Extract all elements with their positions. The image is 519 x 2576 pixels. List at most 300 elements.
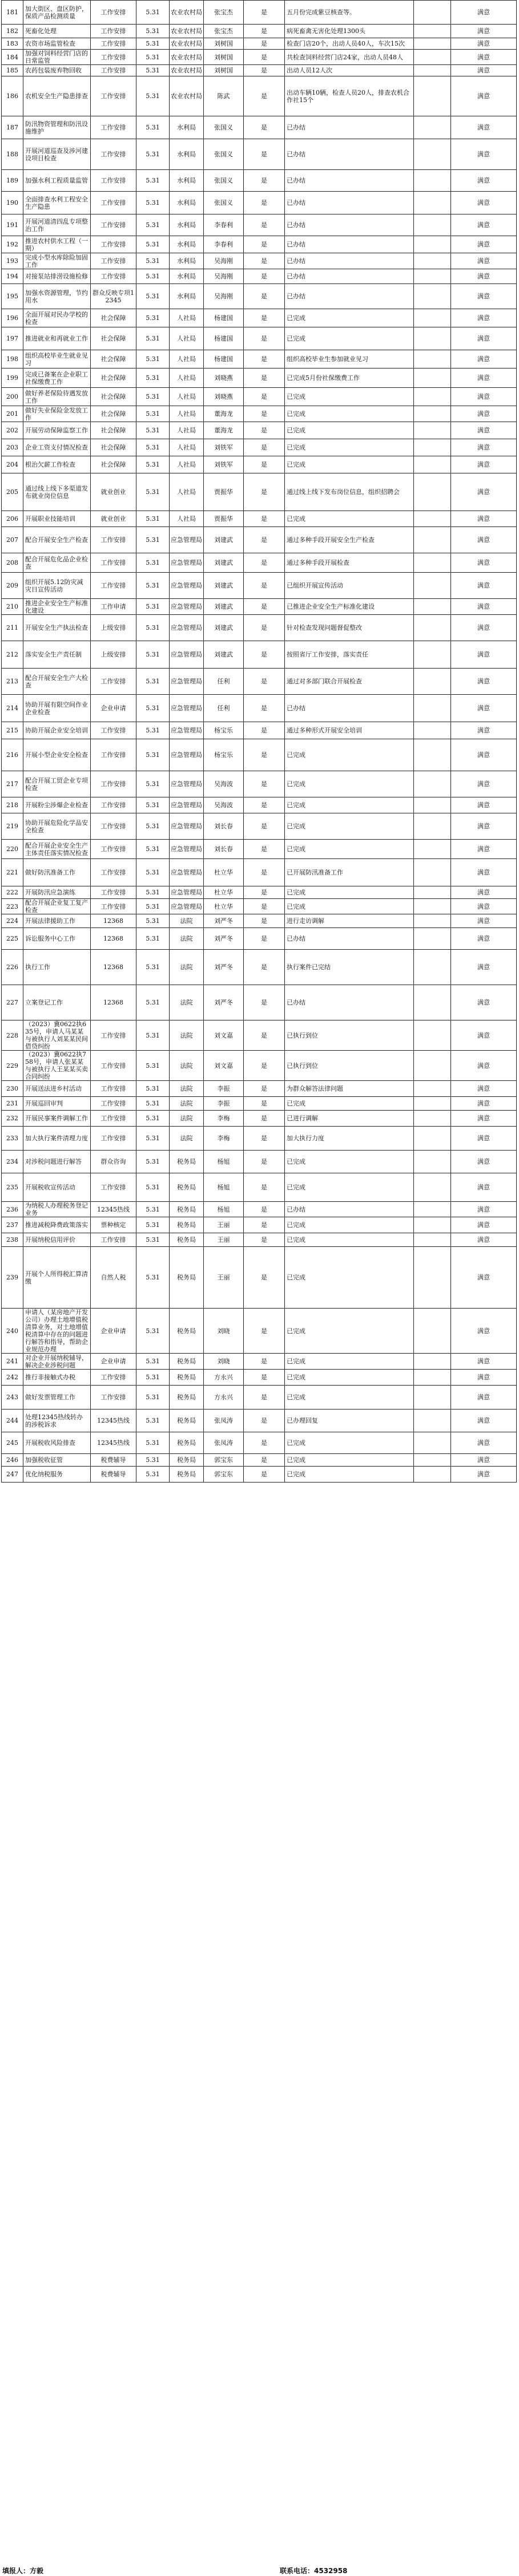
row-item: 开展劳动保障监察工作 — [23, 422, 91, 439]
row-result: 满意 — [451, 236, 517, 253]
row-item: 配合开展企业安全生产主体责任落实情况检查 — [23, 840, 91, 859]
row-person: 刘建武 — [204, 641, 244, 669]
table-row — [2, 284, 517, 309]
row-progress: 已完成 — [285, 886, 414, 899]
row-number: 232 — [2, 1111, 23, 1127]
row-category: 社会保障 — [91, 388, 136, 406]
row-item: 推进减税降费政策落实 — [23, 1217, 91, 1233]
row-blank — [414, 236, 451, 253]
row-result: 满意 — [451, 309, 517, 327]
row-dept: 人社局 — [170, 456, 204, 473]
row-blank — [414, 214, 451, 236]
row-item: 加大街区、盘区防护，保质产品检测质量 — [23, 1, 91, 25]
row-blank — [414, 350, 451, 368]
row-progress: 已完成 — [285, 1309, 414, 1354]
row-item: 根治欠薪工作检查 — [23, 456, 91, 473]
row-blank — [414, 327, 451, 350]
row-result: 满意 — [451, 214, 517, 236]
row-date: 5.31 — [136, 899, 170, 914]
row-person: 刘建武 — [204, 615, 244, 641]
row-flag: 是 — [244, 859, 285, 886]
row-person: 贾振华 — [204, 473, 244, 511]
table-body — [2, 1, 517, 1483]
table-row — [2, 553, 517, 573]
row-result: 满意 — [451, 65, 517, 76]
row-progress: 已完成 — [285, 309, 414, 327]
row-date: 5.31 — [136, 170, 170, 192]
row-dept: 税务局 — [170, 1151, 204, 1173]
row-number: 227 — [2, 985, 23, 1020]
row-category: 工作安排 — [91, 253, 136, 269]
row-number: 197 — [2, 327, 23, 350]
row-category: 12368 — [91, 914, 136, 928]
row-number: 219 — [2, 813, 23, 840]
row-category: 群众咨询 — [91, 1151, 136, 1173]
row-item: 加大执行案件清理力度 — [23, 1127, 91, 1151]
table-row — [2, 1081, 517, 1097]
row-person: 郭宝东 — [204, 1467, 244, 1483]
row-result: 满意 — [451, 25, 517, 38]
table-row — [2, 236, 517, 253]
row-item: 推进企业安全生产标准化建设 — [23, 599, 91, 615]
row-result: 满意 — [451, 38, 517, 50]
row-item: 企业工资支付情况检查 — [23, 439, 91, 456]
row-date: 5.31 — [136, 928, 170, 950]
row-dept: 法院 — [170, 1051, 204, 1081]
row-date: 5.31 — [136, 439, 170, 456]
work-report-table — [1, 0, 517, 1483]
row-progress: 已完成 — [285, 388, 414, 406]
row-result: 满意 — [451, 695, 517, 722]
row-flag: 是 — [244, 456, 285, 473]
row-date: 5.31 — [136, 886, 170, 899]
table-row — [2, 1370, 517, 1386]
row-result: 满意 — [451, 527, 517, 553]
row-flag: 是 — [244, 813, 285, 840]
row-date: 5.31 — [136, 1409, 170, 1432]
table-row — [2, 1354, 517, 1370]
row-result: 满意 — [451, 50, 517, 65]
row-progress: 已完成 — [285, 456, 414, 473]
row-category: 工作安排 — [91, 1020, 136, 1051]
row-progress: 已办结 — [285, 985, 414, 1020]
row-dept: 人社局 — [170, 327, 204, 350]
row-dept: 法院 — [170, 1081, 204, 1097]
table-row — [2, 914, 517, 928]
row-person: 方永兴 — [204, 1370, 244, 1386]
row-item: 为纳税人办理税务登记业务 — [23, 1202, 91, 1217]
table-row — [2, 1151, 517, 1173]
row-dept: 水利局 — [170, 139, 204, 170]
table-row — [2, 599, 517, 615]
row-dept: 税务局 — [170, 1354, 204, 1370]
row-person: 刘严冬 — [204, 950, 244, 985]
row-blank — [414, 641, 451, 669]
table-row — [2, 269, 517, 284]
row-item: 做好养老保险待遇发放工作 — [23, 388, 91, 406]
row-category: 工作安排 — [91, 1233, 136, 1247]
row-blank — [414, 1111, 451, 1127]
row-date: 5.31 — [136, 641, 170, 669]
row-result: 满意 — [451, 573, 517, 599]
row-item: 加强水资源管理，节约用水 — [23, 284, 91, 309]
row-category: 工作安排 — [91, 38, 136, 50]
row-category: 工作安排 — [91, 797, 136, 813]
row-progress: 已进行调解 — [285, 1111, 414, 1127]
row-progress: 加大执行力度 — [285, 1127, 414, 1151]
row-item: 加强对饲料经营门店的日常监管 — [23, 50, 91, 65]
row-result: 满意 — [451, 1309, 517, 1354]
row-date: 5.31 — [136, 669, 170, 695]
row-dept: 水利局 — [170, 192, 204, 214]
row-flag: 是 — [244, 1097, 285, 1111]
row-result: 满意 — [451, 1432, 517, 1454]
row-person: 刘严冬 — [204, 914, 244, 928]
row-result: 满意 — [451, 1111, 517, 1127]
row-flag: 是 — [244, 214, 285, 236]
row-item: 通过线上线下多渠道发布就业岗位信息 — [23, 473, 91, 511]
row-blank — [414, 985, 451, 1020]
row-item: 开展送法进乡村活动 — [23, 1081, 91, 1097]
row-category: 社会保障 — [91, 439, 136, 456]
table-row — [2, 1202, 517, 1217]
row-item: 做好发票管理工作 — [23, 1386, 91, 1409]
row-flag: 是 — [244, 1111, 285, 1127]
row-result: 满意 — [451, 350, 517, 368]
row-number: 208 — [2, 553, 23, 573]
row-blank — [414, 1097, 451, 1111]
table-row — [2, 1051, 517, 1081]
row-item: 开展职业技能培训 — [23, 511, 91, 527]
row-blank — [414, 886, 451, 899]
row-progress: 针对检查发现问题督促整改 — [285, 615, 414, 641]
row-date: 5.31 — [136, 422, 170, 439]
row-dept: 农业农村局 — [170, 1, 204, 25]
row-progress: 已完成 — [285, 1354, 414, 1370]
row-result: 满意 — [451, 914, 517, 928]
table-row — [2, 38, 517, 50]
row-category: 社会保障 — [91, 406, 136, 422]
row-dept: 税务局 — [170, 1467, 204, 1483]
row-number: 198 — [2, 350, 23, 368]
row-item: 配合开展安全生产大检查 — [23, 669, 91, 695]
row-person: 杨建国 — [204, 350, 244, 368]
row-category: 工作安排 — [91, 1051, 136, 1081]
row-category: 工作安排 — [91, 840, 136, 859]
row-dept: 人社局 — [170, 350, 204, 368]
table-row — [2, 669, 517, 695]
row-blank — [414, 573, 451, 599]
row-blank — [414, 928, 451, 950]
row-flag: 是 — [244, 1051, 285, 1081]
table-row — [2, 50, 517, 65]
row-progress: 已开展防汛准备工作 — [285, 859, 414, 886]
row-category: 工作安排 — [91, 65, 136, 76]
row-result: 满意 — [451, 553, 517, 573]
row-person: 任利 — [204, 669, 244, 695]
row-category: 工作安排 — [91, 553, 136, 573]
row-blank — [414, 368, 451, 388]
row-progress: 已完成 — [285, 1370, 414, 1386]
row-progress: 已办结 — [285, 139, 414, 170]
row-date: 5.31 — [136, 1233, 170, 1247]
row-dept: 农业农村局 — [170, 25, 204, 38]
table-row — [2, 641, 517, 669]
row-blank — [414, 170, 451, 192]
row-person: 刘树国 — [204, 38, 244, 50]
row-date: 5.31 — [136, 388, 170, 406]
row-dept: 应急管理局 — [170, 615, 204, 641]
row-number: 235 — [2, 1173, 23, 1202]
row-blank — [414, 813, 451, 840]
row-category: 工作安排 — [91, 1097, 136, 1111]
row-progress: 按照省厅工作安排，落实责任 — [285, 641, 414, 669]
row-number: 205 — [2, 473, 23, 511]
row-result: 满意 — [451, 1151, 517, 1173]
row-category: 工作安排 — [91, 1386, 136, 1409]
row-number: 228 — [2, 1020, 23, 1051]
row-category: 企业申请 — [91, 695, 136, 722]
row-item: 配合开展安全生产检查 — [23, 527, 91, 553]
row-dept: 应急管理局 — [170, 886, 204, 899]
row-number: 187 — [2, 116, 23, 139]
row-number: 231 — [2, 1097, 23, 1111]
row-result: 满意 — [451, 116, 517, 139]
row-dept: 应急管理局 — [170, 695, 204, 722]
row-dept: 税务局 — [170, 1409, 204, 1432]
row-category: 上级安排 — [91, 615, 136, 641]
row-flag: 是 — [244, 269, 285, 284]
row-item: 推行非接触式办税 — [23, 1370, 91, 1386]
table-row — [2, 527, 517, 553]
row-item: 开展法律援助工作 — [23, 914, 91, 928]
row-item: （2023）冀0622执758号，申请人张某某与被执行人王某某买卖合同纠纷 — [23, 1051, 91, 1081]
row-flag: 是 — [244, 350, 285, 368]
row-flag: 是 — [244, 985, 285, 1020]
row-blank — [414, 1081, 451, 1097]
row-progress: 已办结 — [285, 170, 414, 192]
row-result: 满意 — [451, 739, 517, 771]
row-date: 5.31 — [136, 350, 170, 368]
row-person: 董海龙 — [204, 406, 244, 422]
row-flag: 是 — [244, 573, 285, 599]
row-person: 刘树国 — [204, 50, 244, 65]
row-date: 5.31 — [136, 1217, 170, 1233]
row-person: 吴海波 — [204, 797, 244, 813]
row-progress: 已完成 — [285, 1467, 414, 1483]
row-blank — [414, 116, 451, 139]
row-category: 社会保障 — [91, 368, 136, 388]
row-date: 5.31 — [136, 116, 170, 139]
row-item: 开展民事案件调解工作 — [23, 1111, 91, 1127]
row-person: 张国义 — [204, 139, 244, 170]
row-flag: 是 — [244, 65, 285, 76]
row-flag: 是 — [244, 722, 285, 739]
row-progress: 进行走访调解 — [285, 914, 414, 928]
row-number: 194 — [2, 269, 23, 284]
row-blank — [414, 1127, 451, 1151]
row-item: 执行工作 — [23, 950, 91, 985]
row-number: 216 — [2, 739, 23, 771]
row-progress: 已办结 — [285, 116, 414, 139]
row-blank — [414, 1386, 451, 1409]
row-date: 5.31 — [136, 1309, 170, 1354]
row-item: 组织高校毕业生就业见习 — [23, 350, 91, 368]
table-row — [2, 928, 517, 950]
row-item: 立案登记工作 — [23, 985, 91, 1020]
row-dept: 水利局 — [170, 214, 204, 236]
row-number: 201 — [2, 406, 23, 422]
row-person: 刘晓 — [204, 1309, 244, 1354]
row-person: 杨建国 — [204, 327, 244, 350]
row-number: 212 — [2, 641, 23, 669]
row-flag: 是 — [244, 1020, 285, 1051]
row-progress: 已推进企业安全生产标准化建设 — [285, 599, 414, 615]
row-result: 满意 — [451, 76, 517, 116]
row-number: 238 — [2, 1233, 23, 1247]
row-dept: 税务局 — [170, 1202, 204, 1217]
row-date: 5.31 — [136, 38, 170, 50]
row-date: 5.31 — [136, 859, 170, 886]
row-number: 237 — [2, 1217, 23, 1233]
row-progress: 出动车辆10辆，检查人员20人，排查农机合作社15个 — [285, 76, 414, 116]
row-date: 5.31 — [136, 1020, 170, 1051]
row-result: 满意 — [451, 422, 517, 439]
row-number: 207 — [2, 527, 23, 553]
row-blank — [414, 1051, 451, 1081]
row-blank — [414, 422, 451, 439]
table-row — [2, 813, 517, 840]
row-progress: 已办结 — [285, 192, 414, 214]
row-date: 5.31 — [136, 1370, 170, 1386]
row-number: 188 — [2, 139, 23, 170]
row-result: 满意 — [451, 1454, 517, 1467]
row-person: 刘铁军 — [204, 439, 244, 456]
row-category: 工作安排 — [91, 669, 136, 695]
table-row — [2, 76, 517, 116]
row-date: 5.31 — [136, 368, 170, 388]
row-person: 吴海刚 — [204, 253, 244, 269]
row-blank — [414, 1409, 451, 1432]
row-category: 12368 — [91, 950, 136, 985]
row-result: 满意 — [451, 1247, 517, 1309]
row-number: 192 — [2, 236, 23, 253]
row-flag: 是 — [244, 25, 285, 38]
row-blank — [414, 527, 451, 553]
row-result: 满意 — [451, 192, 517, 214]
row-dept: 法院 — [170, 985, 204, 1020]
row-progress: 共检查饲料经营门店24家，出动人员48人 — [285, 50, 414, 65]
row-progress: 通过多种手段开展安全生产检查 — [285, 527, 414, 553]
row-date: 5.31 — [136, 813, 170, 840]
table-row — [2, 1233, 517, 1247]
row-category: 工作安排 — [91, 771, 136, 797]
row-item: 加强水利工程质量监管 — [23, 170, 91, 192]
row-date: 5.31 — [136, 406, 170, 422]
row-dept: 农业农村局 — [170, 76, 204, 116]
row-progress: 已完成 — [285, 840, 414, 859]
row-number: 234 — [2, 1151, 23, 1173]
row-number: 196 — [2, 309, 23, 327]
row-flag: 是 — [244, 599, 285, 615]
row-item: 开展防汛应急演练 — [23, 886, 91, 899]
row-person: 李春利 — [204, 214, 244, 236]
table-row — [2, 511, 517, 527]
row-person: 张凤涛 — [204, 1432, 244, 1454]
table-row — [2, 1217, 517, 1233]
row-date: 5.31 — [136, 139, 170, 170]
row-date: 5.31 — [136, 25, 170, 38]
row-result: 满意 — [451, 1202, 517, 1217]
row-progress: 已完成 — [285, 439, 414, 456]
row-person: 刘晓燕 — [204, 368, 244, 388]
row-dept: 法院 — [170, 1020, 204, 1051]
row-result: 满意 — [451, 859, 517, 886]
row-blank — [414, 859, 451, 886]
row-dept: 应急管理局 — [170, 669, 204, 695]
row-progress: 通过多种手段开展检查 — [285, 553, 414, 573]
row-flag: 是 — [244, 253, 285, 269]
row-flag: 是 — [244, 797, 285, 813]
row-category: 工作安排 — [91, 722, 136, 739]
row-item: 配合开展工贸企业专项检查 — [23, 771, 91, 797]
row-flag: 是 — [244, 1454, 285, 1467]
row-flag: 是 — [244, 553, 285, 573]
row-progress: 已办结 — [285, 236, 414, 253]
row-person: 李梅 — [204, 1127, 244, 1151]
row-flag: 是 — [244, 1409, 285, 1432]
row-number: 199 — [2, 368, 23, 388]
row-number: 200 — [2, 388, 23, 406]
row-item: 配合开展危化品企业检查 — [23, 553, 91, 573]
row-progress: 已办结 — [285, 695, 414, 722]
row-person: 贾振华 — [204, 511, 244, 527]
row-progress: 已完成 — [285, 1173, 414, 1202]
row-number: 246 — [2, 1454, 23, 1467]
row-category: 工作安排 — [91, 170, 136, 192]
row-person: 刘长春 — [204, 840, 244, 859]
row-result: 满意 — [451, 473, 517, 511]
row-number: 203 — [2, 439, 23, 456]
row-dept: 法院 — [170, 928, 204, 950]
row-result: 满意 — [451, 170, 517, 192]
row-category: 工作安排 — [91, 1370, 136, 1386]
row-person: 王丽 — [204, 1233, 244, 1247]
row-number: 195 — [2, 284, 23, 309]
row-dept: 税务局 — [170, 1386, 204, 1409]
row-flag: 是 — [244, 511, 285, 527]
row-blank — [414, 388, 451, 406]
row-dept: 水利局 — [170, 253, 204, 269]
row-blank — [414, 473, 451, 511]
row-flag: 是 — [244, 116, 285, 139]
row-item: 开展税收宣传活动 — [23, 1173, 91, 1202]
table-row — [2, 695, 517, 722]
row-dept: 法院 — [170, 914, 204, 928]
row-blank — [414, 284, 451, 309]
row-category: 票种核定 — [91, 1217, 136, 1233]
row-dept: 水利局 — [170, 116, 204, 139]
row-item: 加强税收征管 — [23, 1454, 91, 1467]
row-blank — [414, 771, 451, 797]
table-row — [2, 1432, 517, 1454]
row-category: 社会保障 — [91, 422, 136, 439]
row-person: 杨宝乐 — [204, 739, 244, 771]
row-dept: 应急管理局 — [170, 859, 204, 886]
filler-label: 填报人：方毅 — [2, 2567, 44, 2575]
row-date: 5.31 — [136, 1081, 170, 1097]
row-category: 企业申请 — [91, 1354, 136, 1370]
